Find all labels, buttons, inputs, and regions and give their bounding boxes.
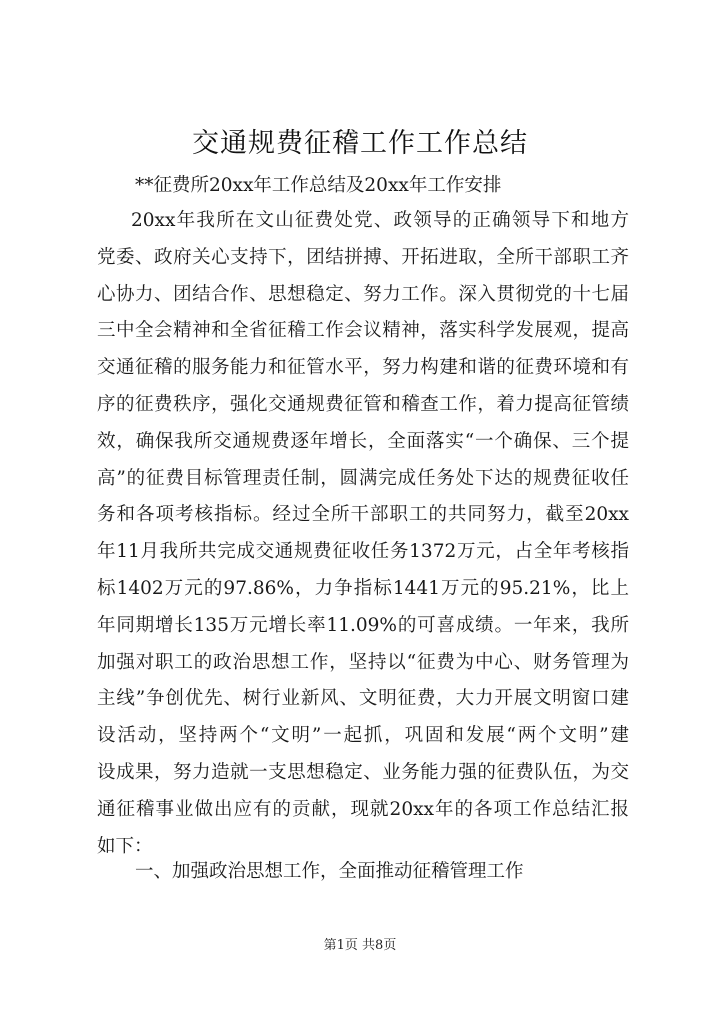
paragraph-line: 年11月我所共完成交通规费征收任务1372万元，占全年考核指 — [97, 541, 629, 563]
paragraph-line: 设活动，坚持两个“文明”一起抓，巩固和发展“两个文明”建 — [97, 725, 629, 747]
body-paragraph — [97, 203, 629, 865]
paragraph-line: 交通征稽的服务能力和征管水平，努力构建和谐的征费环境和有 — [97, 357, 629, 379]
page-footer: 第1页 共8页 — [323, 938, 397, 953]
paragraph-line: 党委、政府关心支持下，团结拼搏、开拓进取，全所干部职工齐 — [97, 246, 629, 268]
document-subtitle: **征费所20xx年工作总结及20xx年工作安排 — [135, 175, 502, 196]
paragraph-line: 务和各项考核指标。经过全所干部职工的共同努力，截至20xx — [97, 504, 629, 526]
paragraph-line: 加强对职工的政治思想工作，坚持以“征费为中心、财务管理为 — [97, 651, 629, 673]
paragraph-line: 序的征费秩序，强化交通规费征管和稽查工作，着力提高征管绩 — [97, 393, 629, 415]
paragraph-line: 三中全会精神和全省征稽工作会议精神，落实科学发展观，提高 — [97, 320, 629, 342]
paragraph-line: 效，确保我所交通规费逐年增长，全面落实“一个确保、三个提 — [97, 430, 629, 452]
paragraph-line: 年同期增长135万元增长率11.09%的可喜成绩。一年来，我所 — [97, 614, 629, 636]
paragraph-line: 高”的征费目标管理责任制，圆满完成任务处下达的规费征收任 — [97, 467, 629, 489]
section-heading: 一、加强政治思想工作，全面推动征稽管理工作 — [135, 861, 524, 882]
paragraph-line: 主线”争创优先、树行业新风、文明征费，大力开展文明窗口建 — [97, 688, 629, 710]
paragraph-line: 通征稽事业做出应有的贡献，现就20xx年的各项工作总结汇报 — [97, 798, 629, 820]
paragraph-line: 设成果，努力造就一支思想稳定、业务能力强的征费队伍，为交 — [97, 761, 629, 783]
paragraph-line: 标1402万元的97.86%，力争指标1441万元的95.21%，比上 — [97, 577, 629, 599]
paragraph-line: 心协力、团结合作、思想稳定、努力工作。深入贯彻党的十七届 — [97, 283, 629, 305]
paragraph-line: 如下： — [97, 835, 153, 857]
paragraph-line: 20xx年我所在文山征费处党、政领导的正确领导下和地方 — [131, 210, 629, 231]
document-title: 交通规费征稽工作工作总结 — [192, 128, 528, 159]
